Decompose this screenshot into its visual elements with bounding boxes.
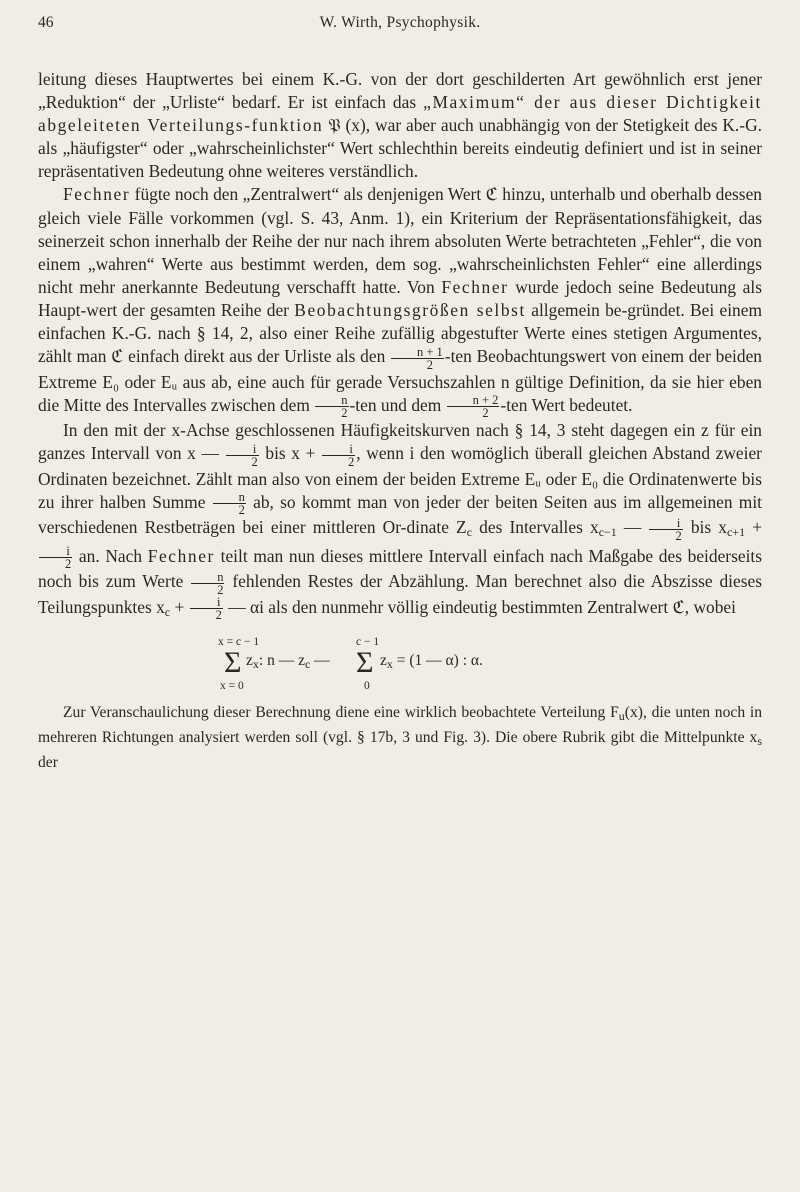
- sum-upper-limit: x = c − 1: [218, 635, 260, 648]
- page: [38, 14, 762, 773]
- fraction: $\frac{i}{2}$: [190, 596, 223, 621]
- paragraph: Fechner fügte noch den „Zentralwert“ als denjenigen Wert ℭ hinzu, unterhalb und oberhalb dessen gleich viele Fälle vorkommen (vgl. S. 43, Anm. 1), ein Kriterium der Repräsentationsfähigkeit, das seinerzeit schon innerhalb der Reihe der nur nach ihrem absoluten Werte betrachteten „Fehler“, die von einem „wahren“ Werte aus bestimmt werden, dem sog. „wahrscheinlichsten Fehler“ eine allerdings nicht mehr anerkannte Bedeutung verschafft hatte. Von Fechner wurde jedoch seine Bedeutung als Haupt-wert der gesamten Reihe der Beobachtungsgrößen selbst allgemein be-gründet. Bei einem einfachen K.-G. nach § 14, 2, also einer Reihe zufällig abgestufter Werte eines stetigen Argumentes, zählt man ℭ einfach direkt aus der Urliste als den $\frac{n + 1}{2}$ -ten Beobachtungswert von einem der beiden Extreme E₀ oder Eᵤ aus ab, eine auch für gerade Versuchszahlen n gültige Definition, da sie hier eben die Mitte des Intervalles zwischen dem $\frac{n}{2}$ -ten und dem $\frac{n + 2}{2}$ -ten Wert bedeutet.: [38, 184, 762, 421]
- fraction: $\frac{i}{2}$: [322, 443, 355, 468]
- emphasis-text: Beobachtungsgrößen selbst: [294, 299, 526, 320]
- paragraph: In den mit der x-Achse geschlossenen Häufigkeitskurven nach § 14, 3 steht dagegen ein z für ein ganzes Intervall von x — $\frac{i}{2}$ bis x + $\frac{i}{2}$ , wenn i den womöglich überall gleichen Abstand zweier Ordinaten bezeichnet. Zählt man also von einem der beiden Extreme Eᵤ oder E₀ die Ordinatenwerte bis zu ihrer halben Summe $\frac{n}{2}$ ab, so kommt man von jeder der beiten Seiten aus im allgemeinen mit verschiedenen Restbeträgen bei einer mittleren Or-dinate $Z_c$ des Intervalles $x_{c-1}$ — $\frac{i}{2}$ bis $x_{c+1}$ + $\frac{i}{2}$ an. Nach Fechner teilt man nun dieses mittlere Intervall einfach nach Maßgabe des beiderseits noch bis zum Werte $\frac{n}{2}$ fehlenden Restes der Abzählung. Man berechnet also die Abszisse dieses Teilungspunktes $x_c$ + $\frac{i}{2}$ — αi als den nunmehr völlig eindeutig bestimmten Zentralwert ℭ, wobei: [38, 420, 763, 622]
- sum-lower-limit: x = 0: [220, 679, 244, 692]
- author-name: Fechner: [441, 276, 509, 297]
- fraction: $\frac{n + 2}{2}$: [447, 394, 500, 419]
- author-name: Fechner: [63, 184, 131, 205]
- summation-formula: [38, 635, 762, 692]
- sum-upper-limit: c − 1: [356, 635, 380, 648]
- sigma-symbol: Σ: [224, 645, 242, 679]
- fraction: $\frac{n + 1}{2}$: [391, 346, 444, 371]
- sigma-symbol: Σ: [356, 645, 374, 679]
- body-text: [38, 68, 762, 624]
- emphasis-text: „Maximum“ der aus dieser Dichtigkeit abgeleiteten Verteilungs-funktion: [38, 92, 762, 136]
- paragraph: leitung dieses Hauptwertes bei einem K.-G. von der dort geschilderten Art gewöhnlich erst jener „Reduktion“ der „Urliste“ bedarf. Er ist einfach das „Maximum“ der aus dieser Dichtigkeit abgeleiteten Verteilungs-funktion 𝔓 (x), war aber auch unabhängig von der Stetigkeit des K.-G. als „häufigster“ oder „wahrscheinlichster“ Wert schlechthin bereits eindeutig definiert und ist in seiner repräsentativen Bedeutung ohne weiteres verständlich.: [38, 69, 762, 182]
- page-number: 46: [38, 14, 54, 31]
- fraction: $\frac{n}{2}$: [315, 394, 348, 419]
- paragraph: Zur Veranschaulichung dieser Berechnung diene eine wirklich beobachtete Verteilung $F_u(x)$, die unten noch in mehreren Richtungen analysiert werden soll (vgl. § 17b, 3 und Fig. 3). Die obere Rubrik gibt die Mittelpunkte $x_s$ der: [38, 703, 762, 771]
- fraction: $\frac{i}{2}$: [39, 545, 72, 570]
- sum-lower-limit: 0: [364, 679, 370, 692]
- formula-term: $z_x$: n — $z_c$ —: [246, 651, 330, 671]
- running-title: W. Wirth, Psychophysik.: [319, 14, 481, 31]
- fraction: $\frac{n}{2}$: [191, 571, 224, 596]
- fraction: $\frac{i}{2}$: [226, 443, 259, 468]
- author-name: Fechner: [147, 545, 215, 566]
- formula-term: $z_x = (1$ — α) : α.: [380, 651, 483, 671]
- fraction: $\frac{n}{2}$: [213, 491, 246, 516]
- page-header: [38, 14, 762, 40]
- fraction: $\frac{i}{2}$: [649, 517, 682, 542]
